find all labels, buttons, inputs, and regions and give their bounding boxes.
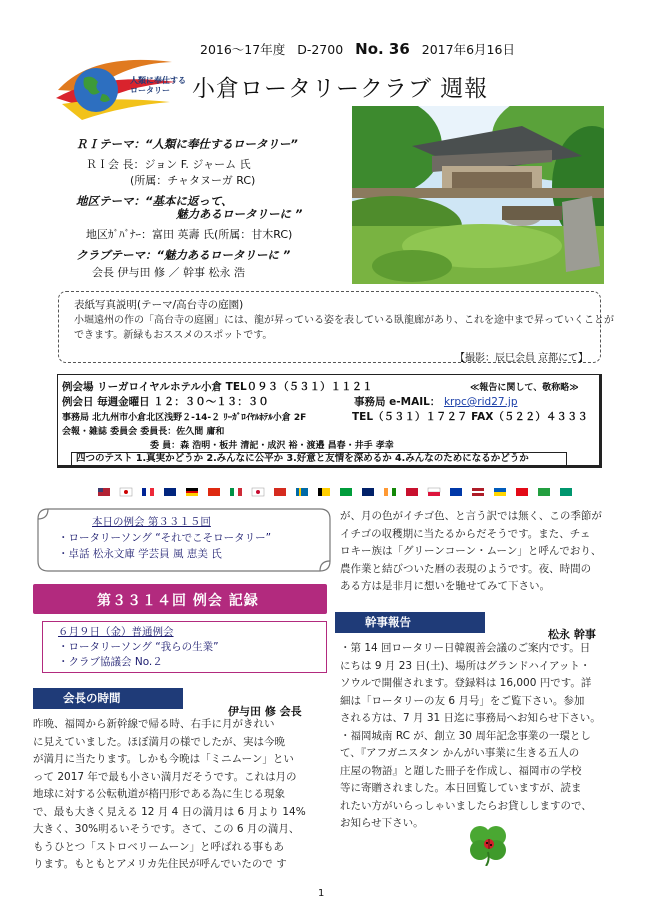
body-line: 等に寄贈されました。本日回覧していますが、読ま — [340, 782, 582, 794]
office-address: 事務局 北九州市小倉北区浅野２-14-２ ﾘｰｶﾞﾛｲﾔﾙﾎﾃﾙ小倉 2F — [62, 413, 307, 423]
committee-members: 委 員：森 浩明・板井 清記・成沢 裕・渡邉 昌春・井手 孝幸 — [150, 441, 394, 451]
president-body-continued — [340, 508, 630, 596]
issue-date: 2017年6月16日 — [421, 42, 515, 57]
committee-chair: 会報・雑誌 委員会 委員長：佐久間 庸和 — [62, 427, 225, 437]
body-line: が満月に当たります。しかも今晩は「ミニムーン」とい — [33, 753, 294, 765]
club-officers: 会長 伊与田 修 ／ 幹事 松永 浩 — [92, 266, 245, 279]
club-theme — [76, 244, 290, 263]
district-governor: 地区ｶﾞﾊﾞﾅｰ：富田 英壽 氏(所属：甘木RC) — [86, 228, 293, 241]
body-line: 昨晩、福岡から新幹線で帰る時、右手に月がきれい — [33, 718, 275, 730]
meeting-day: 例会日 毎週金曜日 １２：３０～１３：３０ — [62, 396, 269, 408]
body-line: に見えていました。ほぼ満月の様でしたが、実は今晩 — [33, 735, 285, 748]
fiscal-year: 2016～17年度 — [200, 42, 286, 57]
body-line: 細は「ロータリーの友 6 月号」をご覧下さい。参加 — [340, 694, 585, 707]
caption-body-line: 小堀遠州の作の「高台寺の庭園」には、龍が昇っている姿を表している臥龍廊があり、これを途中まで昇っていくことが — [74, 315, 614, 326]
president-name: 伊与田 修 会長 — [228, 705, 302, 718]
record-council: ・クラブ協議会 No.２ — [58, 656, 163, 668]
rotary-theme-logo — [52, 42, 184, 132]
reading-note: ≪報告に関して、敬称略≫ — [470, 383, 579, 393]
office-email — [354, 394, 517, 409]
district-code: D-2700 — [297, 42, 344, 57]
body-line: 大きく、30%明るいそうです。さて、この 6 月の満月、 — [33, 823, 300, 835]
flags-row — [98, 482, 578, 492]
logo-text: 人類に奉仕するロータリー — [130, 76, 186, 95]
body-line: て、『アフガニスタン かんがい事業に生きる五人の — [340, 747, 580, 759]
todays-meeting-song: ・ロータリーソング “それでこそロータリー” — [58, 532, 272, 544]
cover-photo-garden — [352, 106, 604, 284]
body-line: 地球に対する公転軌道が楕円形である為に生じる現象 — [33, 788, 285, 800]
body-line: 農作業と結びついた暦の表現のようです。夜、時間の — [340, 562, 592, 575]
club-title: 小倉ロータリークラブ 週報 — [192, 76, 489, 102]
president-time-header: 会長の時間 — [33, 688, 183, 709]
caption-title: 表紙写真説明(テーマ/高台寺の庭園) — [74, 299, 244, 311]
secretary-body — [340, 640, 630, 833]
club-theme-label: クラブテーマ： — [76, 248, 157, 262]
body-line: お知らせ下さい。 — [340, 817, 424, 829]
four-way-test: 四つのテスト 1.真実かどうか 2.みんなに公平か 3.好意と友情を深めるか 4.みんなのためになるかどうか — [71, 452, 567, 466]
body-line: ロキー族は「グリーンコーン・ムーン」と呼んでおり、 — [340, 545, 602, 557]
page-number: 1 — [318, 888, 325, 899]
issue-number: No. 36 — [355, 40, 410, 58]
ri-president: ＲＩ会 長：ジョン F. ジャーム 氏 — [86, 158, 251, 171]
clover-ladybug-icon — [466, 820, 510, 866]
record-song: ・ロータリーソング “我らの生業” — [58, 641, 219, 653]
district-theme-label: 地区テーマ： — [76, 194, 145, 208]
body-line: ある方は是非月に想いを馳せてみて下さい。 — [340, 580, 550, 592]
district-theme-text-2: 魅力あるロータリーに ” — [176, 207, 303, 221]
body-line: される方は、7 月 31 日迄に事務局へお知らせ下さい。 — [340, 712, 601, 724]
secretary-name: 松永 幹事 — [548, 628, 596, 641]
body-line: 庄屋の物語』と題した冊子を作成し、福岡市の学校 — [340, 764, 582, 777]
secretary-report-header: 幹事報告 — [335, 612, 485, 633]
meeting-record-title: 第３３１４回 例会 記録 — [97, 593, 259, 609]
body-line: ・福岡城南 RC が、創立 30 周年記念事業の一環とし — [340, 729, 591, 742]
body-line: にちは 9 月 23 日(土)、場所はグランドハイアット・ — [340, 659, 591, 672]
body-line: って 2017 年で最も小さい満月だそうです。これは月の — [33, 770, 297, 783]
president-body — [33, 716, 329, 874]
ri-theme — [76, 133, 298, 152]
email-link[interactable]: krpc@rid27.jp — [443, 396, 518, 408]
body-line: ・第 14 回ロータリー日韓親善会議のご案内です。日 — [340, 642, 591, 654]
body-line: ります。もともとアメリカ先住民が呼んでいたので す — [33, 858, 287, 870]
todays-meeting-title: 本日の例会 第３３１５回 — [92, 516, 211, 528]
body-line: もうひとつ「ストロベリームーン」と呼ばれる事もあ — [33, 840, 285, 853]
club-theme-text: “魅力あるロータリーに ” — [156, 248, 291, 262]
body-line: が、月の色がイチゴ色、と言う訳では無く、この季節が — [340, 510, 602, 522]
caption-body-line: できます。新緑もおススメのスポットです。 — [74, 330, 273, 341]
body-line: ソウルで開催されます。登録料は 16,000 円です。詳 — [340, 677, 592, 689]
office-tel-fax: TEL（５３１）１７２７ FAX（５２２）４３３３ — [352, 411, 588, 423]
ri-theme-label: ＲＩテーマ： — [76, 137, 145, 151]
ri-theme-text: “人類に奉仕するロータリー” — [145, 137, 298, 151]
ri-president-club: (所属：チャタヌーガ RC) — [130, 174, 256, 187]
body-line: イチゴの収穫期に当たるからだそうです。また、チェ — [340, 527, 591, 540]
caption-body — [74, 313, 614, 343]
body-line: で、最も大きく見える 12 月 4 日の満月は 6 月より 14% — [33, 805, 306, 818]
issue-header — [200, 40, 523, 58]
district-theme-text-1: “基本に返って、 — [145, 194, 233, 208]
photo-credit: 【撮影：辰巳会員 京都にて】 — [455, 353, 589, 364]
todays-meeting-talk: ・卓話 松永文庫 学芸員 風 恵美 氏 — [58, 548, 222, 560]
venue: 例会場 リーガロイヤルホテル小倉 TEL０９３（５３１）１１２１ — [62, 381, 373, 393]
email-label: 事務局 e-MAIL： — [354, 396, 441, 408]
body-line: れたい方がいらっしゃいましたらお貸ししますので、 — [340, 799, 592, 812]
record-date: ６月９日（金）普通例会 — [58, 626, 174, 638]
